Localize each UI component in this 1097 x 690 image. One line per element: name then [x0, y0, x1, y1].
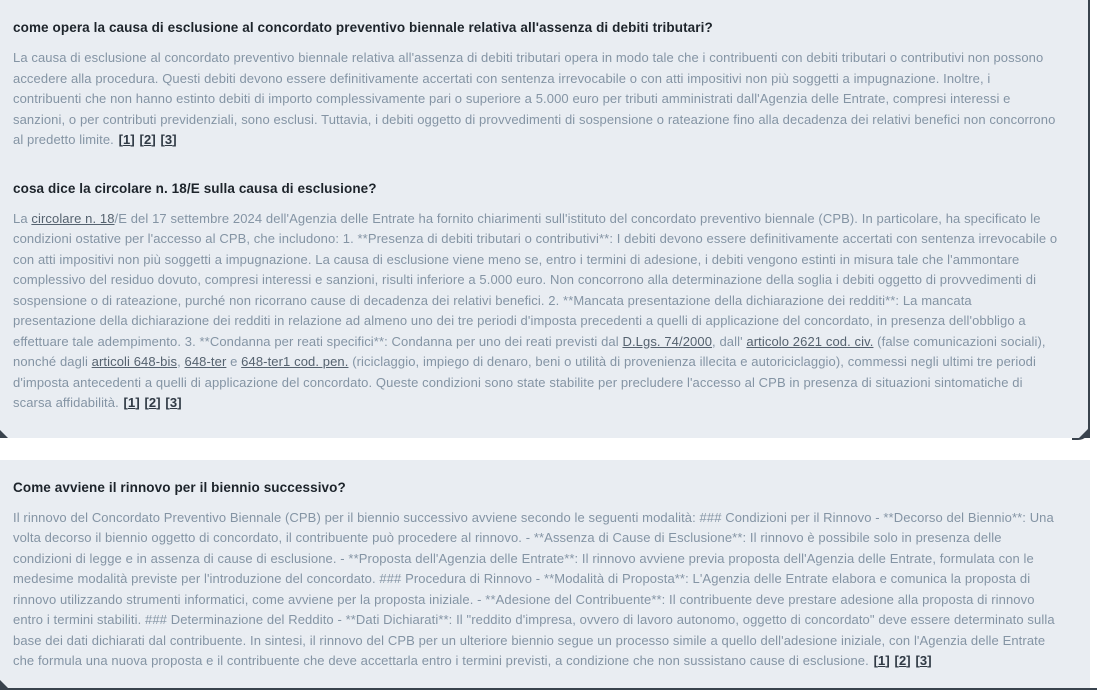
- citation-link[interactable]: [3]: [165, 395, 182, 410]
- citation-link[interactable]: [3]: [915, 653, 932, 668]
- qa-item-1: [13, 20, 1058, 151]
- reference-link[interactable]: 648-ter1 cod. pen.: [241, 354, 349, 369]
- qa-item-3: [13, 480, 1060, 672]
- resize-grip-icon[interactable]: [0, 680, 8, 688]
- reference-link[interactable]: circolare n. 18: [31, 210, 115, 226]
- qa-question-1: come opera la causa di esclusione al concordato preventivo biennale relativa all'assenza di debiti tributari?: [13, 20, 713, 35]
- citation-link[interactable]: [2]: [144, 395, 161, 410]
- reference-link[interactable]: D.Lgs. 74/2000: [622, 333, 713, 349]
- reference-link[interactable]: articoli 648-bis: [91, 354, 178, 369]
- qa-question-3: Come avviene il rinnovo per il biennio successivo?: [13, 479, 346, 495]
- citation-link[interactable]: [2]: [139, 132, 156, 147]
- reference-link[interactable]: articolo 2621 cod. civ.: [746, 333, 874, 349]
- qa-answer-1: La causa di esclusione al concordato preventivo biennale relativa all'assenza di debiti tributari opera in modo tale che i contribuenti con debiti tributari o contributivi non possono accedere alla procedura. Questi debiti devono essere definitivamente accertati con sentenza irrevocabile o con atti impositivi non più soggetti a impugnazione. Inoltre, i contribuenti che non hanno estinto debiti di importo complessivamente pari o superiore a 5.000 euro per tributi amministrati dall'Agenzia delle Entrate, compresi interessi e sanzioni, o per contributi previdenziali, sono esclusi. Tuttavia, i debiti oggetto di provvedimenti di sospensione o rateazione fino alla decadenza dei relativi benefici non concorrono al predetto limite. [1] [2] [3]: [13, 50, 1056, 147]
- qa-answer-2: La circolare n. 18/E del 17 settembre 2024 dell'Agenzia delle Entrate ha fornito chiarimenti sull'istituto del concordato preventivo biennale (CPB). In particolare, ha specificato le condizioni ostative per l'accesso al CPB, che includono: 1. **Presenza di debiti tributari o contributivi**: I debiti devono essere definitivamente accertati con sentenza irrevocabile o con atti impositivi non più soggetti a impugnazione. La causa di esclusione viene meno se, entro i termini di adesione, i debiti vengono estinti in misura tale che l'ammontare complessivo del residuo dovuto, compresi interessi e sanzioni, risulti inferiore a 5.000 euro. Non concorrono alla determinazione della soglia i debiti oggetto di provvedimenti di sospensione o di rateazione, purché non ricorrano cause di decadenza dei relativi benefici. 2. **Mancata presentazione della dichiarazione dei redditi**: La mancata presentazione della dichiarazione dei redditi in relazione ad almeno uno dei tre periodi d'imposta precedenti a quelli di applicazione del concordato, in presenza dell'obbligo a effettuare tale adempimento. 3. **Condanna per reati specifici**: Condanna per uno dei reati previsti dal D.Lgs. 74/2000, dall' articolo 2621 cod. civ. (false comunicazioni sociali), nonché dagli articoli 648-bis, 648-ter e 648-ter1 cod. pen. (riciclaggio, impiego di denaro, beni o utilità di provenienza illecita e autoriciclaggio), commessi negli ultimi tre periodi d'imposta antecedenti a quelli di applicazione del concordato. Queste condizioni sono state stabilite per precludere l'accesso al CPB in presenza di situazioni sintomatiche di scarsa affidabilità. [1] [2] [3]: [13, 210, 1058, 410]
- qa-answer-3: Il rinnovo del Concordato Preventivo Biennale (CPB) per il biennio successivo avviene secondo le seguenti modalità: ### Condizioni per il Rinnovo - **Decorso del Biennio**: Una volta decorso il biennio oggetto di concordato, il contribuente può procedere al rinnovo. - **Assenza di Cause di Esclusione**: Il rinnovo è possibile solo in presenza delle condizioni di legge e in assenza di cause di esclusione. - **Proposta dell'Agenzia delle Entrate**: Il rinnovo avviene previa proposta dell'Agenzia delle Entrate, formulata con le medesime modalità previste per l'introduzione del concordato. ### Procedura di Rinnovo - **Modalità di Proposta**: L'Agenzia delle Entrate elabora e comunica la proposta di rinnovo utilizzando strumenti informatici, come avviene per la proposta iniziale. - **Adesione del Contribuente**: Il contribuente deve prestare adesione alla proposta di rinnovo entro i termini stabiliti. ### Determinazione del Reddito - **Dati Dichiarati**: Il "reddito d'impresa, ovvero di lavoro autonomo, oggetto di concordato" deve essere determinato sulla base dei dati dichiarati dal contribuente. In sintesi, il rinnovo del CPB per un ulteriore biennio segue un processo simile a quello dell'adesione iniziale, con l'Agenzia delle Entrate che formula una nuova proposta e il contribuente che deve accettarla entro i termini previsti, a condizione che non sussistano cause di esclusione. [1] [2] [3]: [13, 509, 1055, 668]
- citation-link[interactable]: [1]: [123, 395, 140, 410]
- citation-link[interactable]: [2]: [894, 653, 911, 668]
- resize-grip-icon[interactable]: [1079, 429, 1088, 438]
- reference-link[interactable]: 648-ter: [184, 354, 227, 369]
- citation-link[interactable]: [3]: [160, 132, 177, 147]
- citation-link[interactable]: [1]: [118, 132, 135, 147]
- qa-panel-bottom: [0, 460, 1090, 688]
- panel-bottom-border: [0, 688, 1097, 690]
- qa-item-2: [13, 181, 1058, 414]
- qa-question-2: cosa dice la circolare n. 18/E sulla causa di esclusione?: [13, 180, 377, 196]
- resize-grip-icon[interactable]: [0, 430, 8, 438]
- citation-link[interactable]: [1]: [873, 653, 890, 668]
